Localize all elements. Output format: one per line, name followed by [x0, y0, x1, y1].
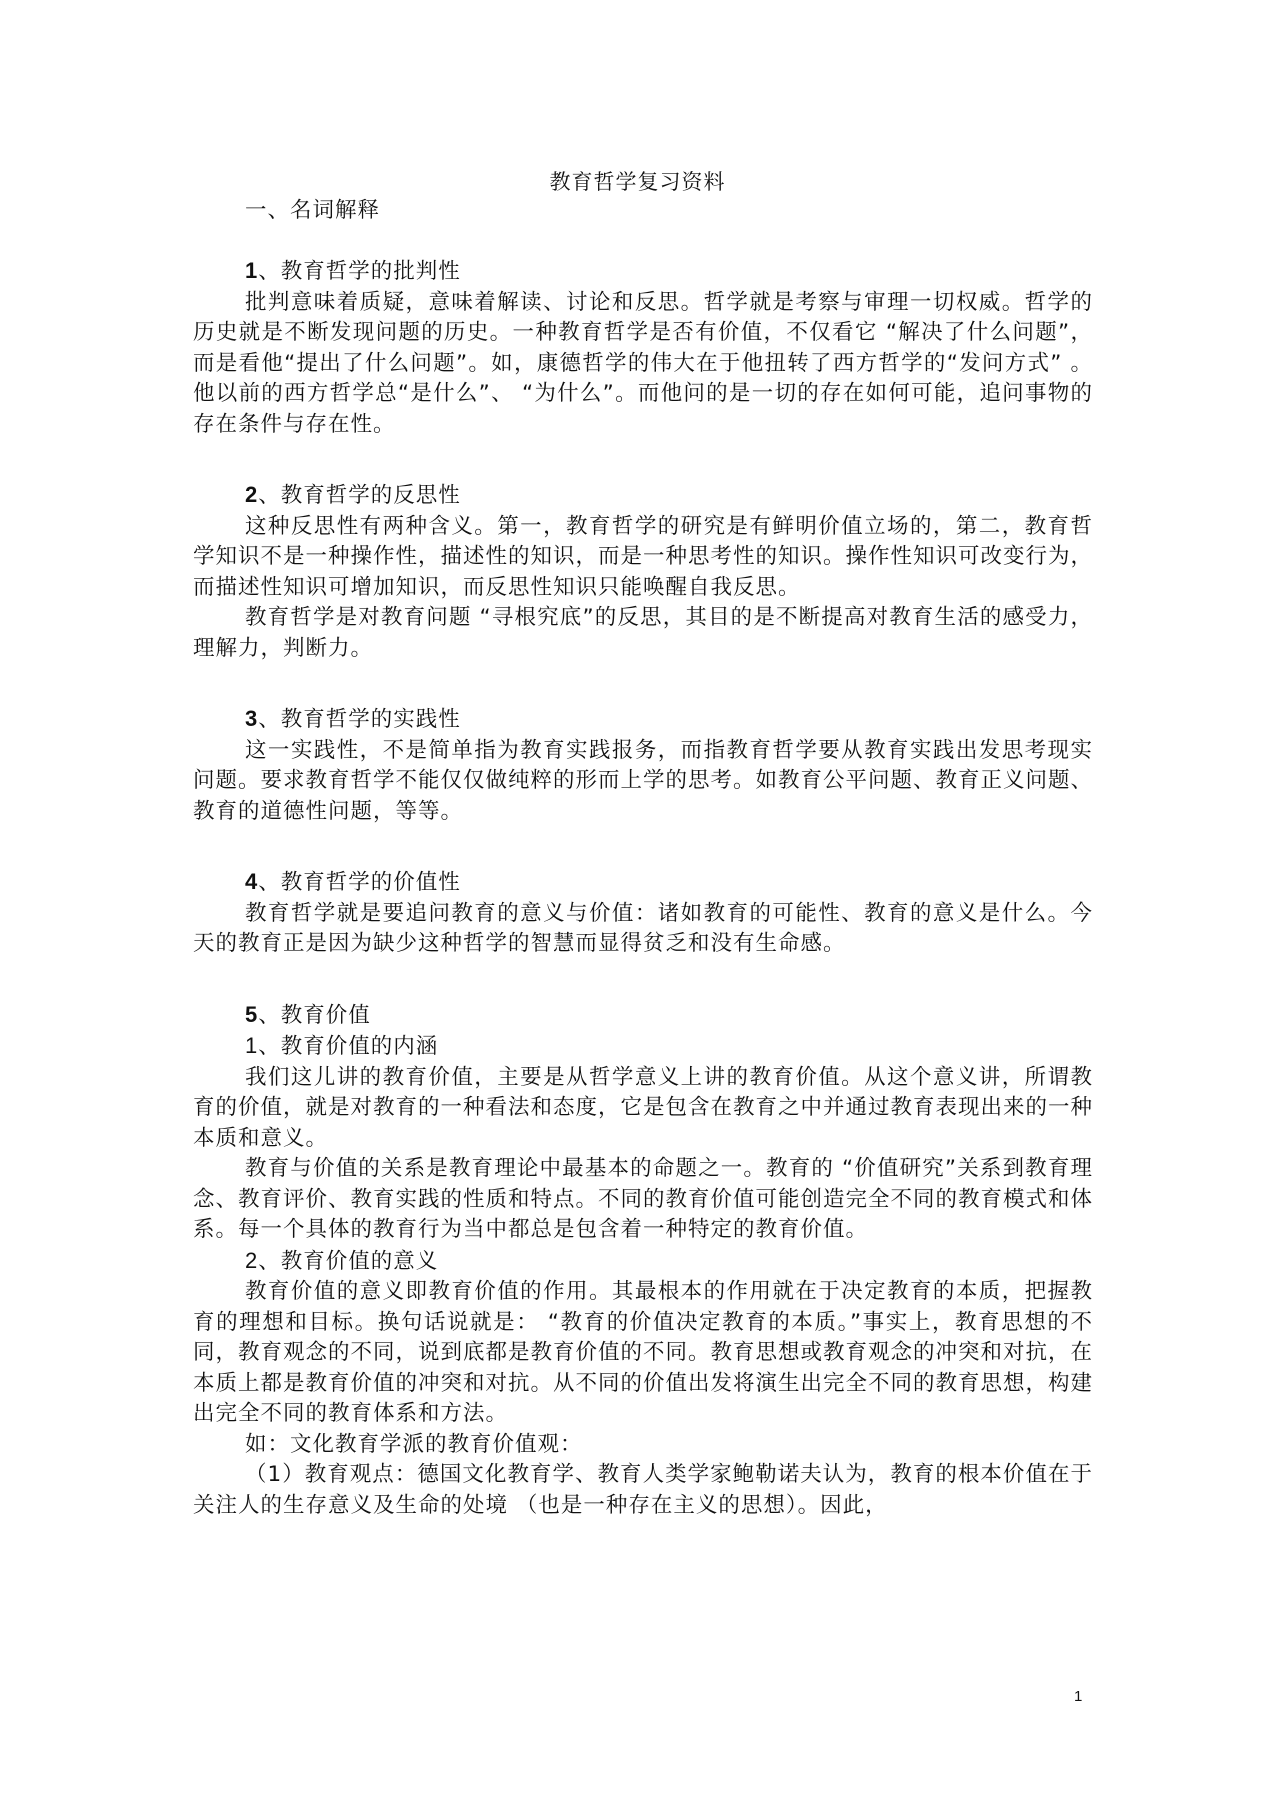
sub-item-number: 1	[245, 1033, 259, 1058]
item-5-sub-1-heading	[193, 1031, 1093, 1063]
item-3-heading	[193, 704, 1093, 736]
item-5-sub-1-paragraph-2: 教育与价值的关系是教育理论中最基本的命题之一。教育的 “价值研究”关系到教育理念、教育评价、教育实践的性质和特点。不同的教育价值可能创造完全不同的教育模式和体系。每一个具体的教育行为当中都总是包含着一种特定的教育价值。	[193, 1156, 1094, 1242]
sub-item-number: 2	[245, 1247, 259, 1273]
document-title: 教育哲学复习资料	[549, 170, 726, 194]
item-title: 、教育哲学的反思性	[258, 483, 461, 508]
item-5-sub-2-heading	[193, 1246, 1093, 1278]
item-title: 、教育哲学的实践性	[258, 707, 461, 732]
item-5-sub-1-paragraph-1: 我们这儿讲的教育价值，主要是从哲学意义上讲的教育价值。从这个意义讲，所谓教育的价值，就是对教育的一种看法和态度，它是包含在教育之中并通过教育表现出来的一种本质和意义。	[193, 1064, 1094, 1151]
sub-item-title: 、教育价值的意义	[258, 1248, 439, 1274]
item-number: 3	[245, 706, 259, 731]
item-5-sub-2-paragraph-2: 如：文化教育学派的教育价值观：	[245, 1431, 583, 1457]
item-number: 1	[245, 258, 259, 283]
item-5-sub-2-paragraph-1: 教育价值的意义即教育价值的作用。其最根本的作用就在于决定教育的本质，把握教育的理想和目标。换句话说就是： “教育的价值决定教育的本质。”事实上，教育思想的不同，教育观念的不同，说到底都是教育价值的不同。教育思想或教育观念的冲突和对抗，在本质上都是教育价值的冲突和对抗。从不同的价值出发将演生出完全不同的教育思想，构建出完全不同的教育体系和方法。	[193, 1279, 1094, 1426]
spacer	[193, 664, 1093, 704]
item-number: 5	[245, 1001, 259, 1027]
item-5-heading	[193, 1000, 1093, 1032]
item-4-heading	[193, 867, 1093, 899]
section-heading: 一、名词解释	[245, 198, 381, 223]
spacer	[193, 960, 1093, 1000]
item-1-heading	[193, 256, 1093, 288]
item-number: 2	[245, 482, 259, 507]
item-title: 、教育哲学的批判性	[258, 259, 461, 284]
item-title: 、教育哲学的价值性	[258, 870, 461, 895]
item-5-sub-2-paragraph-3: （1）教育观点：德国文化教育学、教育人类学家鲍勒诺夫认为，教育的根本价值在于关注人的生存意义及生命的处境 （也是一种存在主义的思想）。因此，	[193, 1462, 1093, 1518]
item-2-heading	[193, 480, 1093, 512]
item-2-paragraph-1: 这种反思性有两种含义。第一，教育哲学的研究是有鲜明价值立场的，第二，教育哲学知识不是一种操作性，描述性的知识，而是一种思考性的知识。操作性知识可改变行为，而描述性知识可增加知识，而反思性知识只能唤醒自我反思。	[193, 513, 1094, 600]
document-body	[193, 196, 1093, 1521]
sub-item-title: 、教育价值的内涵	[258, 1034, 439, 1059]
item-number: 4	[245, 869, 259, 894]
item-3-paragraph-1: 这一实践性，不是简单指为教育实践报务，而指教育哲学要从教育实践出发思考现实问题。要求教育哲学不能仅仅做纯粹的形而上学的思考。如教育公平问题、教育正义问题、教育的道德性问题，等等。	[193, 737, 1094, 824]
spacer	[193, 827, 1093, 867]
page-number: 1	[1074, 1688, 1083, 1705]
item-1-paragraph-1: 批判意味着质疑，意味着解读、讨论和反思。哲学就是考察与审理一切权威。哲学的历史就是不断发现问题的历史。一种教育哲学是否有价值，不仅看它 “解决了什么问题”，而是看他“提出了什么问题”。如，康德哲学的伟大在于他扭转了西方哲学的“发问方式” 。他以前的西方哲学总“是什么”、 “为什么”。而他问的是一切的存在如何可能，追问事物的存在条件与存在性。	[193, 289, 1093, 437]
item-2-paragraph-2: 教育哲学是对教育问题 “寻根究底”的反思，其目的是不断提高对教育生活的感受力，理解力，判断力。	[193, 605, 1093, 661]
spacer	[193, 226, 1093, 256]
item-title: 、教育价值	[258, 1002, 371, 1028]
item-4-paragraph-1: 教育哲学就是要追问教育的意义与价值：诸如教育的可能性、教育的意义是什么。今天的教育正是因为缺少这种哲学的智慧而显得贫乏和没有生命感。	[193, 900, 1093, 956]
spacer	[193, 440, 1093, 480]
